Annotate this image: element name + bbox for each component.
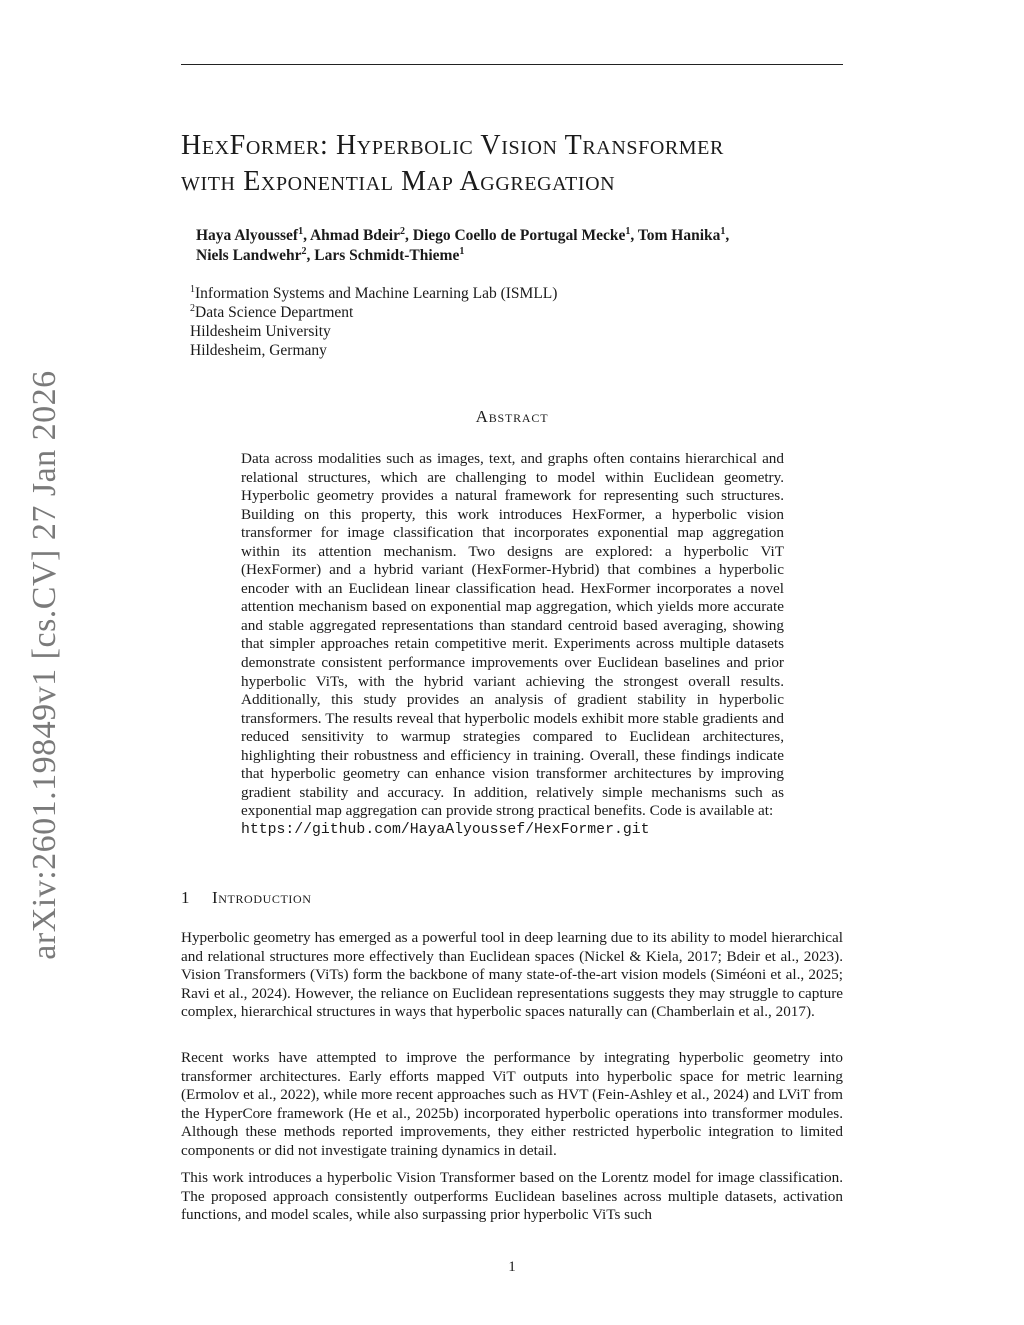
author-name: Haya Alyoussef — [196, 227, 299, 244]
affiliation-2 — [190, 303, 690, 322]
author-affiliation-mark: 1 — [298, 225, 304, 237]
author-name: Lars Schmidt-Thieme — [314, 247, 460, 264]
intro-paragraph-1: Hyperbolic geometry has emerged as a powerful tool in deep learning due to its ability to model hierarchical and relational structures more effectively than Euclidean spaces (Nickel & Kiela, 2017; Bdeir et al., 2023). Vision Transformers (ViTs) form the backbone of many state-of-the-art vision models (Siméoni et al., 2025; Ravi et al., 2024). However, the reliance on Euclidean representations suggests they may struggle to capture complex, hierarchical structures in ways that hyperbolic spaces naturally can (Chamberlain et al., 2017). — [181, 929, 843, 1021]
affiliation-number: 2 — [190, 302, 195, 314]
affiliation-university: Hildesheim University — [190, 323, 331, 340]
author-separator: , — [404, 227, 413, 244]
author-line-1 — [196, 226, 846, 246]
author-affiliation-mark: 2 — [399, 225, 405, 237]
author-separator: , — [630, 227, 638, 244]
paper-title — [181, 128, 851, 200]
top-rule — [181, 64, 843, 65]
author-affiliation-mark: 1 — [625, 225, 631, 237]
section-heading-introduction — [181, 888, 312, 908]
intro-paragraph-3: This work introduces a hyperbolic Vision Transformer based on the Lorentz model for image classification. The proposed approach consistently outperforms Euclidean baselines across multiple datasets, activation functions, and model scales, while also surpassing prior hyperbolic ViTs such — [181, 1169, 843, 1224]
abstract-heading: Abstract — [475, 407, 549, 426]
author-affiliation-mark: 1 — [459, 245, 465, 257]
code-repository-link[interactable]: https://github.com/HayaAlyoussef/HexFormer.git — [241, 821, 650, 838]
author-affiliation-mark: 1 — [720, 225, 726, 237]
author-affiliation-mark: 2 — [301, 245, 307, 257]
affiliation-text: Data Science Department — [195, 304, 354, 321]
affiliation-number: 1 — [190, 283, 195, 295]
affiliation-location: Hildesheim, Germany — [190, 342, 327, 359]
author-separator: , — [725, 227, 730, 244]
author-line-2 — [196, 246, 846, 266]
author-separator: , — [306, 247, 315, 264]
author-name: Diego Coello de Portugal Mecke — [412, 227, 626, 244]
section-number: 1 — [181, 888, 191, 907]
title-line-2: with Exponential Map Aggregation — [181, 166, 616, 197]
title-line-1: HexFormer: Hyperbolic Vision Transformer — [181, 130, 724, 161]
author-name: Ahmad Bdeir — [309, 227, 400, 244]
affiliation-text: Information Systems and Machine Learning Lab (ISMLL) — [195, 285, 558, 302]
author-name: Niels Landwehr — [196, 247, 302, 264]
abstract-text: Data across modalities such as images, text, and graphs often contains hierarchical and relational structures, which are challenging to model within Euclidean geometry. Hyperbolic geometry provides a natural framework for representing such structures. Building on this property, this work introduces HexFormer, a hyperbolic vision transformer for image classification that incorporates exponential map aggregation within its attention mechanism. Two designs are explored: a hyperbolic ViT (HexFormer) and a hybrid variant (HexFormer-Hybrid) that combines a hyperbolic encoder with an Euclidean linear classification head. HexFormer incorporates a novel attention mechanism based on exponential map aggregation, which yields more accurate and stable aggregated representations than standard centroid based averaging, showing that simpler approaches retain competitive merit. Experiments across multiple datasets demonstrate consistent performance improvements over Euclidean baselines and prior hyperbolic ViTs, with the hybrid variant achieving the strongest overall results. Additionally, this study provides an analysis of gradient stability in hyperbolic transformers. The results reveal that hyperbolic models exhibit more stable gradients and reduced sensitivity to warmup strategies compared to Euclidean architectures, highlighting their robustness and efficiency in training. Overall, these findings indicate that hyperbolic geometry can enhance vision transformer architectures by improving gradient stability and accuracy. In addition, relatively simple mechanisms such as exponential map aggregation can provide strong practical benefits. Code is available at: — [241, 450, 784, 820]
section-title: Introduction — [212, 888, 312, 907]
affiliations — [190, 284, 690, 360]
author-list — [196, 226, 846, 266]
author-name: Tom Hanika — [637, 227, 721, 244]
abstract-body — [241, 450, 784, 839]
author-separator: , — [303, 227, 310, 244]
intro-paragraph-2: Recent works have attempted to improve the performance by integrating hyperbolic geometry into transformer architectures. Early efforts mapped ViT outputs into hyperbolic space for metric learning (Ermolov et al., 2022), while more recent approaches such as HVT (Fein-Ashley et al., 2024) and LViT from the HyperCore framework (He et al., 2025b) incorporated hyperbolic operations into transformer modules. Although these methods reported improvements, they either restricted hyperbolic integration to limited components or did not investigate training dynamics in detail. — [181, 1049, 843, 1159]
affiliation-1 — [190, 284, 690, 303]
arxiv-identifier-stamp: arXiv:2601.19849v1 [cs.CV] 27 Jan 2026 — [26, 370, 63, 960]
page-number: 1 — [508, 1259, 516, 1275]
